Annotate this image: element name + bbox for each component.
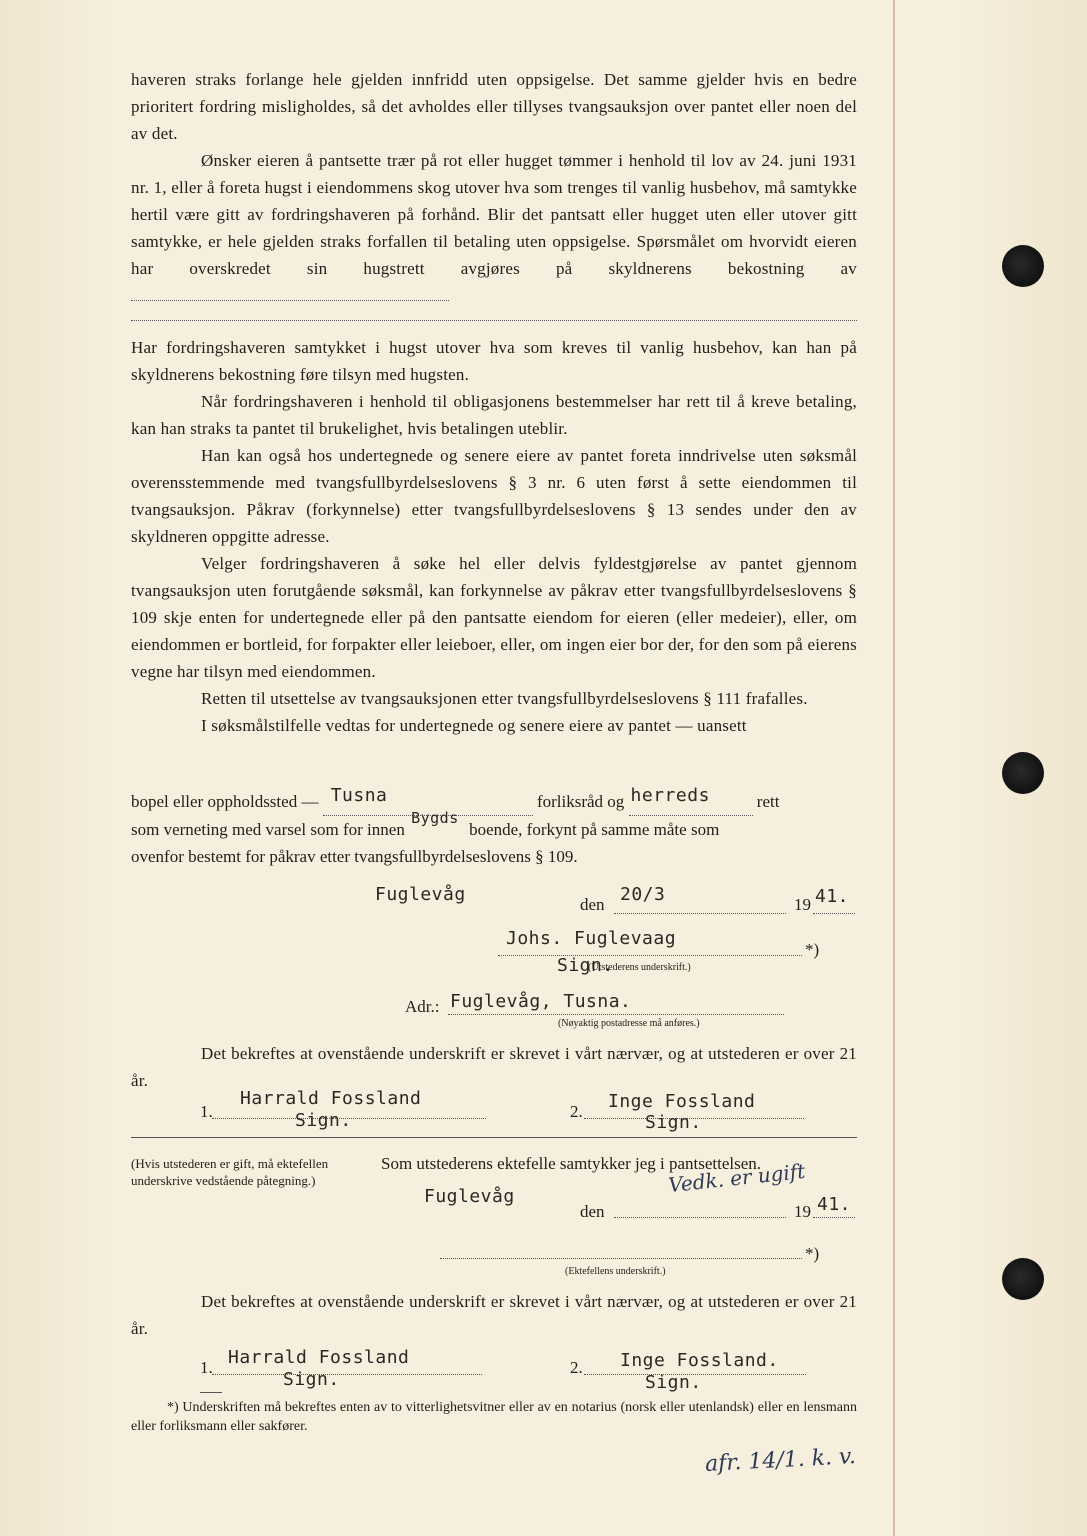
- paragraph-4: Når fordringshaveren i henhold til obligasjonens bestemmelser har rett til å kreve betaling, kan han straks ta pantet til brukelighet, hvis betalingen uteblir.: [131, 392, 857, 438]
- paragraph-8a: I søksmålstilfelle vedtas for undertegnede og senere eiere av pantet — uansett: [201, 716, 747, 735]
- text-block-1: [131, 66, 857, 309]
- blank-line: [131, 320, 857, 321]
- spouse-consent-text: Som utstederens ektefelle samtykker jeg i pantsettelsen.: [381, 1154, 762, 1173]
- witness-1-name: Harrald Fossland: [240, 1088, 422, 1109]
- punch-hole-icon: [1002, 752, 1044, 794]
- venue-line-2: som verneting med varsel som for innen Bygds boende, forkynt på samme måte som: [131, 816, 871, 843]
- paragraph-2: Ønsker eieren å pantsette trær på rot eller hugget tømmer i henhold til lov av 24. juni 1931 nr. 1, eller å foreta hugst i eiendommens skog utover hva som trenges til vanlig husbehov, må samtykke hertil være gitt av fordringshaveren på forhånd. Blir det pantsatt eller hugget uten eller utover gitt samtykke, er hele gjelden straks forfallen til betaling uten oppsigelse. Spørsmålet om hvorvidt eieren har overskredet sin hugstrett avgjøres på skyldnerens bekostning av: [131, 147, 857, 309]
- signature-date: 20/3: [620, 884, 666, 905]
- address-label: Adr.:: [405, 997, 440, 1016]
- paragraph-7: Retten til utsettelse av tvangsauksjonen etter tvangsfullbyrdelseslovens § 111 frafalles.: [201, 689, 808, 708]
- venue-line-1: bopel eller oppholdssted — Tusna forliksråd og herreds rett: [131, 788, 857, 816]
- spouse-date-line: [614, 1217, 786, 1218]
- issuer-signature-line: [498, 955, 802, 956]
- witness-4-sign: Sign.: [645, 1372, 702, 1393]
- witness-4-number: 2.: [570, 1358, 583, 1377]
- paragraph-5: Han kan også hos undertegnede og senere eiere av pantet foreta inndrivelse uten søksmål overensstemmende med tvangsfullbyrdelseslovens § 3 nr. 6 uten først å sette eiendommen til tvangsauksjon. Påkrav (forkynnelse) etter tvangsfullbyrdelseslovens § 13 sendes under den av skyldneren oppgitte adresse.: [131, 446, 857, 546]
- spouse-year-prefix: 19: [794, 1202, 811, 1221]
- forliksrad-field: Tusna: [323, 788, 533, 816]
- spouse-handwritten-note: Vedk. er ugift: [667, 1158, 807, 1198]
- address-value: Fuglevåg, Tusna.: [450, 991, 632, 1012]
- section-divider: [131, 1137, 857, 1138]
- issuer-caption: (Utstederens underskrift.): [588, 962, 691, 973]
- spouse-year-suffix: 41.: [817, 1194, 852, 1215]
- margin-line: [893, 0, 895, 1536]
- text-block-2: [131, 334, 857, 739]
- witness-2-sign: Sign.: [645, 1112, 702, 1133]
- footnote: *) Underskriften må bekreftes enten av to vitterlighetsvitner eller av en notarius (norsk eller utenlandsk) eller en lensmann eller forliksmann eller sakfører.: [131, 1400, 857, 1434]
- spouse-side-note: (Hvis utstederen er gift, må ektefellen underskrive vedstående påtegning.): [131, 1156, 329, 1188]
- paragraph-1: haveren straks forlange hele gjelden innfridd uten oppsigelse. Det samme gjelder hvis en bedre prioritert fordring misligholdes, så det avholdes eller tillyses tvangsauksjon over pantet eller noen del av det.: [131, 70, 857, 143]
- spouse-asterisk: *): [805, 1244, 820, 1263]
- year-line: [813, 913, 855, 914]
- witness-1-sign: Sign.: [295, 1110, 352, 1131]
- signature-place: Fuglevåg: [375, 884, 466, 905]
- witness-3-line: [212, 1374, 482, 1375]
- den-label: den: [580, 895, 605, 914]
- witness-2-number: 2.: [570, 1102, 583, 1121]
- rett-field: herreds: [629, 788, 753, 816]
- issuer-sign: Sign.: [557, 955, 614, 976]
- year-prefix: 19: [794, 895, 811, 914]
- witness-1-number: 1.: [200, 1102, 213, 1121]
- paragraph-6: Velger fordringshaveren å søke hel eller delvis fyldestgjørelse av pantet gjennom tvangsauksjon uten forutgående søksmål, kan forkynnelse av påkrav etter tvangsfullbyrdelseslovens § 109 skje enten for undertegnede eller på den pantsatte eiendom for eieren (eller medeier), eller, om eiendommen er bortleid, for forpakter eller leieboer, eller, om ingen eier bor der, for den som på eierens vegne har tilsyn med eiendommen.: [131, 554, 857, 681]
- witness-3-name: Harrald Fossland: [228, 1347, 410, 1368]
- innen-field: Bygds: [411, 809, 459, 827]
- spouse-den-label: den: [580, 1202, 605, 1221]
- bottom-handwritten-note: afr. 14/1. k. v.: [704, 1444, 857, 1477]
- witness-3-number: 1.: [200, 1358, 213, 1377]
- witness-4-name: Inge Fossland.: [620, 1350, 779, 1371]
- witness-3-underline: [200, 1392, 222, 1393]
- issuer-asterisk: *): [805, 940, 820, 959]
- issuer-signature-name: Johs. Fuglevaag: [506, 928, 677, 949]
- witness-text-2: Det bekreftes at ovenstående underskrift er skrevet i vårt nærvær, og at utstederen er over 21 år.: [131, 1292, 857, 1338]
- witness-text-1: Det bekreftes at ovenstående underskrift er skrevet i vårt nærvær, og at utstederen er over 21 år.: [131, 1044, 857, 1090]
- witness-2-name: Inge Fossland: [608, 1091, 756, 1112]
- year-suffix: 41.: [815, 886, 850, 907]
- address-line: [448, 1014, 784, 1015]
- spouse-caption: (Ektefellens underskrift.): [565, 1266, 666, 1277]
- paragraph-3: Har fordringshaveren samtykket i hugst utover hva som kreves til vanlig husbehov, kan han på skyldnerens bekostning føre tilsyn med hugsten.: [131, 338, 857, 384]
- spouse-place: Fuglevåg: [424, 1186, 515, 1207]
- spouse-year-line: [813, 1217, 855, 1218]
- address-caption: (Nøyaktig postadresse må anføres.): [558, 1018, 700, 1029]
- venue-line-3: ovenfor bestemt for påkrav etter tvangsfullbyrdelseslovens § 109.: [131, 847, 578, 866]
- hugstrett-blank: [131, 300, 449, 301]
- witness-3-sign: Sign.: [283, 1369, 340, 1390]
- date-line: [614, 913, 786, 914]
- punch-hole-icon: [1002, 1258, 1044, 1300]
- spouse-signature-line: [440, 1258, 802, 1259]
- punch-hole-icon: [1002, 245, 1044, 287]
